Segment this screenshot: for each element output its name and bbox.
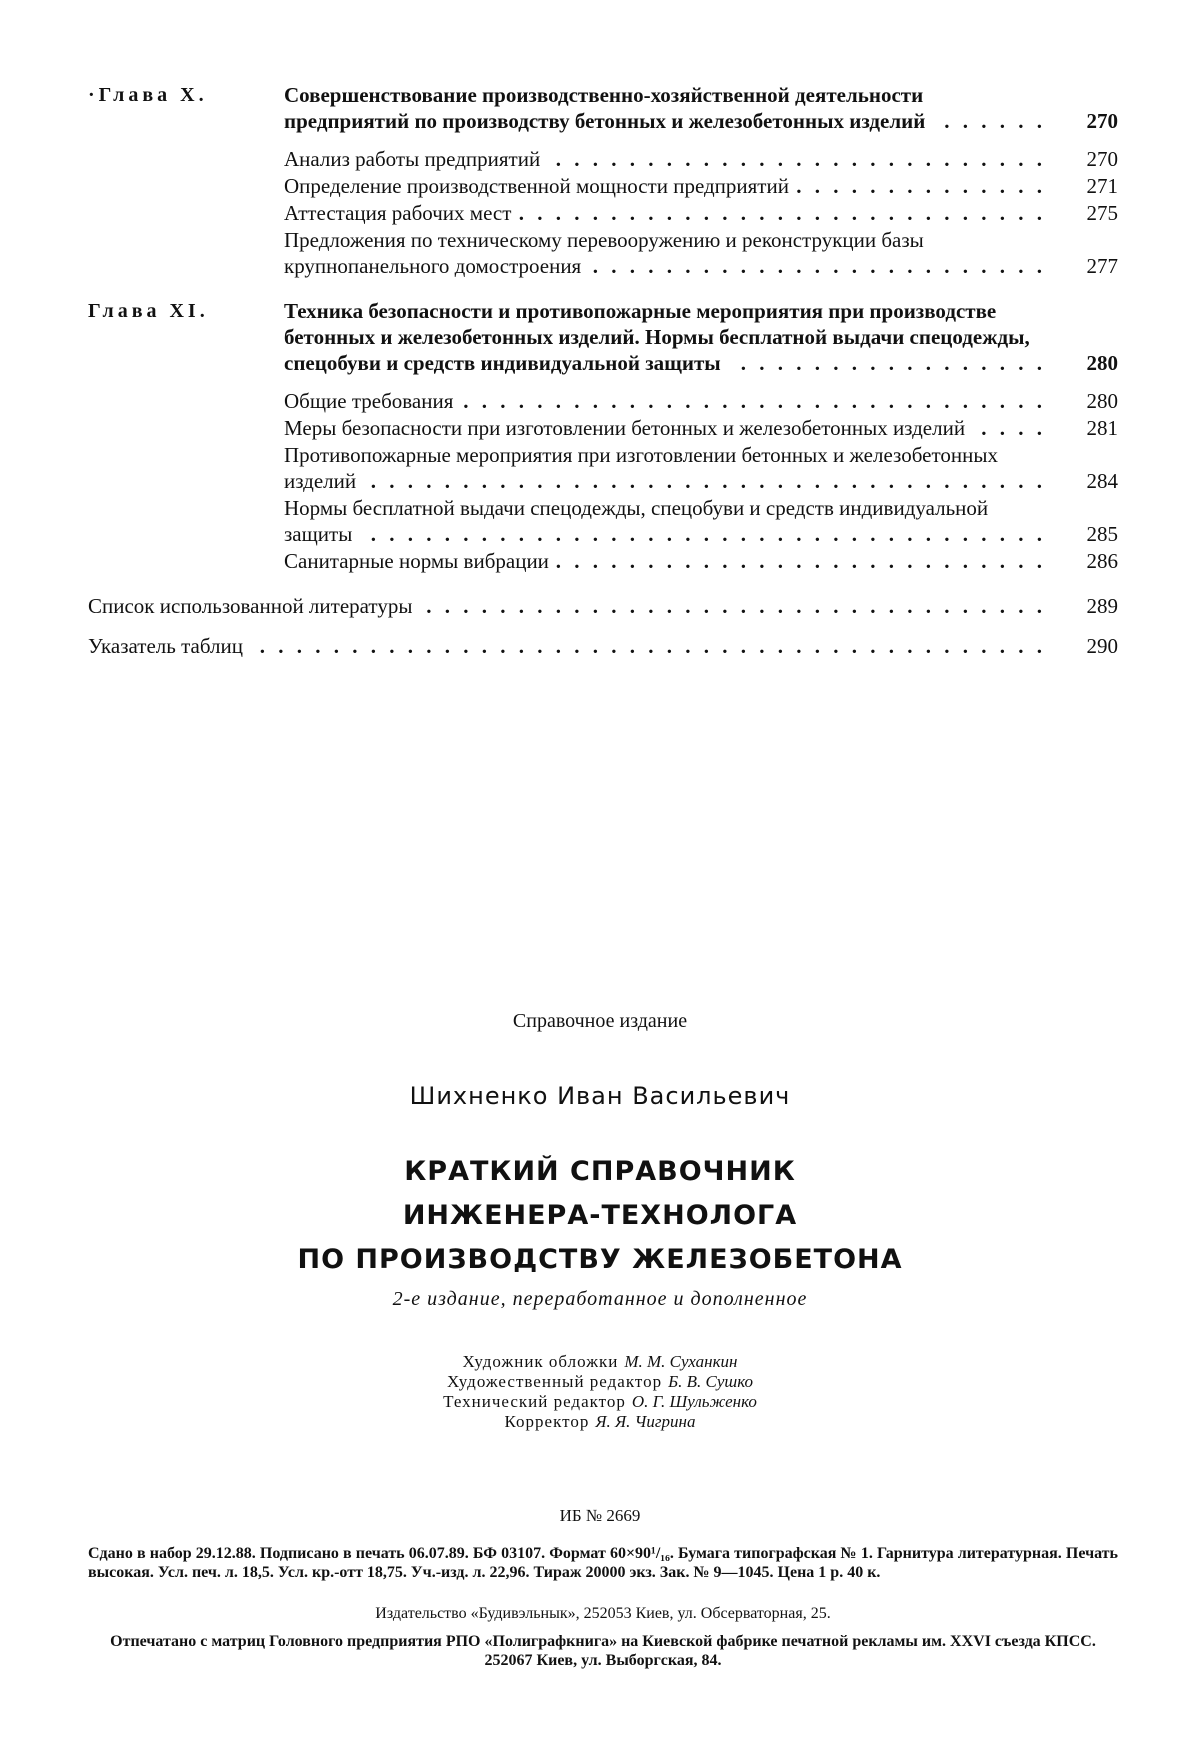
page-number: 281 <box>1086 416 1118 440</box>
toc-entry[interactable] <box>88 633 1118 659</box>
page-number: 284 <box>1086 469 1118 493</box>
page-number: 289 <box>1086 594 1118 618</box>
publisher-address: Издательство «Будивэльнык», 252053 Киев, ул. Обсерваторная, 25. <box>375 1605 831 1622</box>
section-title: Определение производственной мощности предприятий <box>284 174 795 198</box>
toc-chapter-11 <box>88 298 1118 575</box>
book-title-line: КРАТКИЙ СПРАВОЧНИК <box>404 1156 796 1187</box>
credit-name: М. М. Суханкин <box>624 1352 738 1371</box>
credit-line <box>0 1412 1200 1432</box>
bibliography-title: Список использованной литературы <box>88 594 418 618</box>
chapter-title: Техника безопасности и противопожарные мероприятия при производстве бетонных и железобетонных изделий. Нормы бесплатной выдачи спецодежды, спецобуви и средств индивидуальной защиты <box>284 299 1030 375</box>
page-number: 277 <box>1086 254 1118 278</box>
section-title: Нормы бесплатной выдачи спецодежды, спецобуви и средств индивидуальной защиты <box>284 496 989 546</box>
tables-index-title: Указатель таблиц <box>88 634 249 658</box>
page-number: 280 <box>1086 389 1118 413</box>
section-title: Санитарные нормы вибрации <box>284 549 555 573</box>
toc-entry[interactable] <box>284 548 1118 574</box>
section-title: Анализ работы предприятий <box>284 147 546 171</box>
credit-role: Технический редактор <box>443 1392 626 1411</box>
toc-entry[interactable] <box>88 593 1118 619</box>
toc-entry[interactable] <box>284 82 1118 134</box>
credit-name: Я. Я. Чигрина <box>595 1412 696 1431</box>
toc-entry[interactable] <box>284 298 1118 376</box>
print-details: Сдано в набор 29.12.88. Подписано в печать 06.07.89. БФ 03107. Формат 60×90¹/₁₆. Бумага типографская № 1. Гарнитура литературная. Печать высокая. Усл. печ. л. 18,5. Усл. кр.-отт 18,75. Уч.-изд. л. 22,96. Тираж 20000 экз. Зак. № 9—1045. Цена 1 р. 40 к. <box>88 1545 1118 1581</box>
section-title: Предложения по техническому перевооружению и реконструкции базы крупнопанельного домостроения <box>284 228 924 278</box>
credit-line <box>0 1372 1200 1392</box>
credit-line <box>0 1392 1200 1412</box>
book-title-line: ИНЖЕНЕРА-ТЕХНОЛОГА <box>402 1200 798 1231</box>
toc-entry[interactable] <box>284 415 1118 441</box>
section-title: Меры безопасности при изготовлении бетонных и железобетонных изделий <box>284 416 971 440</box>
toc-entry[interactable] <box>284 146 1118 172</box>
toc-entry[interactable] <box>284 200 1118 226</box>
toc-tail <box>88 593 1118 659</box>
section-title: Противопожарные мероприятия при изготовлении бетонных и железобетонных изделий <box>284 443 998 493</box>
chapter-label: ·Глава X. <box>88 84 208 106</box>
publication-kind: Справочное издание <box>512 1010 688 1032</box>
credit-line <box>0 1352 1200 1372</box>
page-number: 280 <box>1086 351 1118 375</box>
section-title: Аттестация рабочих мест <box>284 201 517 225</box>
toc-entry[interactable] <box>284 495 1118 547</box>
toc-chapter-10 <box>88 82 1118 280</box>
chapter-label: Глава XI. <box>88 300 209 322</box>
page-number: 270 <box>1086 147 1118 171</box>
printer-info: Отпечатано с матриц Головного предприятия РПО «Полиграфкнига» на Киевской фабрике печатной рекламы им. XXVI съезда КПСС. 252067 Киев, ул. Выборгская, 84. <box>110 1633 1096 1669</box>
credits <box>0 1352 1200 1432</box>
table-of-contents <box>88 82 1118 673</box>
author-name: Шихненко Иван Васильевич <box>409 1082 791 1110</box>
page-number: 285 <box>1086 522 1118 546</box>
toc-entry[interactable] <box>284 227 1118 279</box>
page-number: 270 <box>1086 109 1118 133</box>
book-title <box>0 1150 1200 1282</box>
page-number: 290 <box>1086 634 1118 658</box>
section-title: Общие требования <box>284 389 459 413</box>
credit-role: Художник обложки <box>462 1352 619 1371</box>
page-number: 275 <box>1086 201 1118 225</box>
toc-entry[interactable] <box>284 442 1118 494</box>
ib-number: ИБ № 2669 <box>559 1506 641 1525</box>
page-number: 286 <box>1086 549 1118 573</box>
toc-entry[interactable] <box>284 388 1118 414</box>
credit-role: Корректор <box>504 1412 590 1431</box>
chapter-title: Совершенствование производственно-хозяйственной деятельности предприятий по производству бетонных и железобетонных изделий <box>284 83 931 133</box>
credit-name: Б. В. Сушко <box>668 1372 754 1391</box>
toc-entry[interactable] <box>284 173 1118 199</box>
credit-name: О. Г. Шульженко <box>631 1392 757 1411</box>
edition-note: 2-е издание, переработанное и дополненное <box>392 1288 808 1310</box>
book-title-line: ПО ПРОИЗВОДСТВУ ЖЕЛЕЗОБЕТОНА <box>297 1244 903 1275</box>
page-number: 271 <box>1086 174 1118 198</box>
credit-role: Художественный редактор <box>446 1372 663 1391</box>
